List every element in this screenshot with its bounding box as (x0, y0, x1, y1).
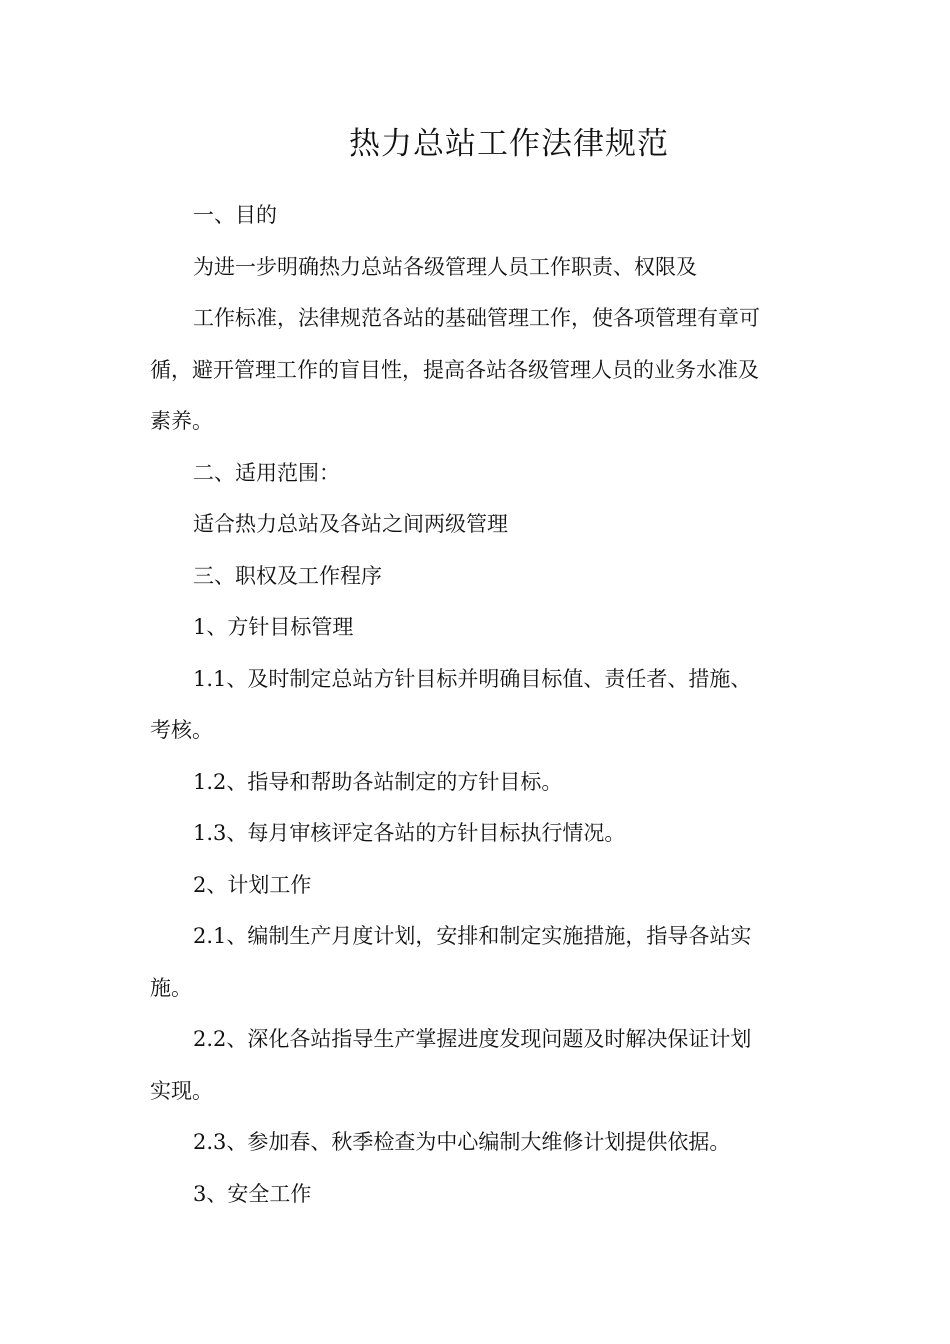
paragraph-purpose-detail (150, 293, 810, 448)
paragraph-line: 循，避开管理工作的盲目性，提高各站各级管理人员的业务水准及 (150, 357, 759, 382)
paragraph-line: 2.2、深化各站指导生产掌握进度发现问题及时解决保证计划 (193, 1027, 752, 1051)
item-1-1 (150, 654, 810, 757)
item-2-1 (150, 911, 810, 1014)
section-heading-purpose: 一、目的 (193, 203, 277, 227)
paragraph-purpose-line: 为进一步明确热力总站各级管理人员工作职责、权限及 (193, 254, 697, 279)
paragraph-line: 2.1、编制生产月度计划，安排和制定实施措施，指导各站实 (193, 924, 752, 948)
paragraph-line: 工作标准，法律规范各站的基础管理工作，使各项管理有章可 (193, 306, 760, 330)
item-2-2 (150, 1014, 810, 1117)
subheading-safety: 3、安全工作 (193, 1181, 312, 1206)
paragraph-line: 考核。 (150, 718, 213, 742)
paragraph-line: 实现。 (150, 1078, 213, 1103)
document-body (150, 190, 810, 1220)
item-2-3: 2.3、参加春、秋季检查为中心编制大维修计划提供依据。 (193, 1130, 731, 1154)
subheading-policy-management: 1、方针目标管理 (193, 615, 354, 639)
paragraph-scope: 适合热力总站及各站之间两级管理 (193, 512, 508, 536)
paragraph-line: 1.1、及时制定总站方针目标并明确目标值、责任者、措施、 (193, 666, 752, 691)
paragraph-line: 素养。 (150, 409, 213, 433)
section-heading-scope: 二、适用范围： (193, 460, 340, 485)
paragraph-line: 施。 (150, 975, 192, 1000)
subheading-planning: 2、计划工作 (193, 872, 312, 897)
item-1-2: 1.2、指导和帮助各站制定的方针目标。 (193, 769, 563, 794)
item-1-3: 1.3、每月审核评定各站的方针目标执行情况。 (193, 821, 626, 845)
section-heading-duties: 三、职权及工作程序 (193, 563, 382, 588)
document-title: 热力总站工作法律规范 (349, 126, 669, 162)
